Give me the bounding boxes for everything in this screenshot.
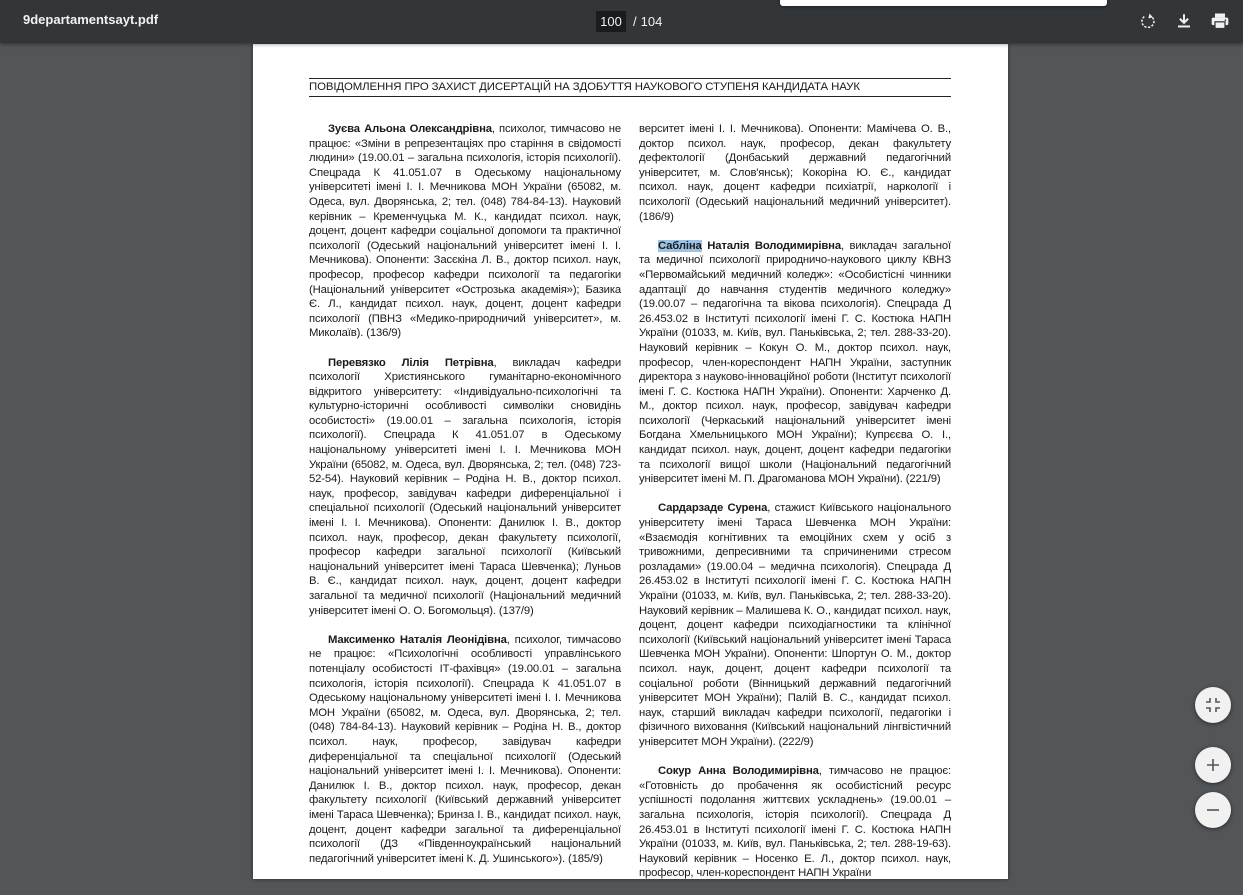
list-item	[309, 122, 621, 341]
author-name: Сардарзаде Сурена	[658, 502, 768, 515]
list-item	[309, 633, 621, 867]
author-name: Зуєва Альона Олександрівна	[328, 123, 492, 135]
page-separator: /	[633, 13, 637, 29]
list-item	[639, 764, 951, 881]
rotate-button[interactable]	[1134, 7, 1162, 35]
list-item	[639, 239, 951, 487]
pdf-page	[253, 44, 1008, 879]
find-bar[interactable]	[780, 0, 1107, 6]
page-number-input[interactable]	[596, 11, 626, 32]
entry-text: , тимчасово не працює: «Готовність до пробачення як особистісний ресурс успішності подолання життєвих ускладнень» (19.00.01 – загальна психологія, історія психології). Спецрада Д 26.453.01 в Інституті психології імені Г. С. Костюка НАПН України (01033, м. Київ, вул. Паньківська, 2; тел. 288-19-63). Науковий керівник – Носенко Е. Л., доктор психол. наук, професор, член-кореспондент НАПН України	[639, 765, 951, 880]
entry-text: , психолог, тимчасово не працює: «Зміни в репрезентаціях про старіння в свідомості людини» (19.00.01 – загальна психологія, історія психології). Спецрада К 41.051.07 в Одеському національному університеті імені І. І. Мечникова МОН України (65082, м. Одеса, вул. Дворянська, 2; тел. (048) 784-84-13). Науковий керівник – Кременчуцька М. К., кандидат психол. наук, доцент, доцент кафедри соціальної допомоги та практичної психології (Одеський національний університет імені І. І. Мечникова). Опоненти: Засєкіна Л. В., доктор психол. наук, професор, професор кафедри психології та педагогіки (Національний університет «Острозька академія»); Базика Є. Л., кандидат психол. наук, доцент, доцент кафедри психології (ПВНЗ «Медико-природничий університет», м. Миколаїв). (136/9)	[309, 123, 621, 340]
author-name: Сабліна Наталія Володимирівна	[658, 239, 841, 252]
download-button[interactable]	[1170, 7, 1198, 35]
print-icon	[1210, 11, 1230, 31]
left-column	[309, 122, 621, 881]
entry-text: , викладач загальної та медичної психології природничо-наукового циклу КВНЗ «Первомайський медичний коледж»: «Особистісні чинники адаптації до навчання студентів медичного коледжу» (19.00.07 – педагогічна та вікова психологія). Спецрада Д 26.453.02 в Інституті психології імені Г. С. Костюка НАПН України (01033, м. Київ, вул. Паньківська, 2; тел. 288-33-20). Науковий керівник – Кокун О. М., доктор психол. наук, професор, член-кореспондент НАПН України, заступник директора з науково-інноваційної роботи (Інститут психології імені Г. С. Костюка НАПН України). Опоненти: Харченко Д. М., доктор психол. наук, професор, завідувач кафедри психології (Черкаський національний університет імені Богдана Хмельницького МОН України); Купрєєва О. І., кандидат психол. наук, доцент, доцент кафедри педагогіки та психології вищої школи (Національний педагогічний університет імені М. П. Драгоманова МОН України). (221/9)	[639, 239, 951, 486]
zoom-out-button[interactable]	[1195, 792, 1231, 828]
pdf-toolbar	[0, 0, 1243, 43]
list-item	[309, 356, 621, 619]
document-title: 9departamentsayt.pdf	[23, 12, 159, 27]
entry-text: , стажист Київського національного університету імені Тараса Шевченка МОН України: «Взаємодія когнітивних та емоційних схем у осіб з тривожними, депресивними та спричиненими стресом розладами» (19.00.04 – медична психологія). Спецрада Д 26.453.02 в Інституті психології імені Г. С. Костюка НАПН України (01033, м. Київ, вул. Паньківська, 2; тел. 288-33-20). Науковий керівник – Малишева К. О., кандидат психол. наук, доцент, доцент кафедри психодіагностики та клінічної психології (Київський національний університет імені Тараса Шевченка МОН України). Опоненти: Шпортун О. М., доктор психол. наук, доцент, доцент кафедри психології та соціальної роботи (Вінницький державний педагогічний університет МОН України); Палій В. С., кандидат психол. наук, старший викладач кафедри психології, педагогіки і фізичного виховання (Київський національний лінгвістичний університет МОН України). (222/9)	[639, 502, 951, 748]
entry-text: , психолог, тимчасово не працює: «Психологічні особливості управлінського потенціалу особистості ІТ-фахівця» (19.00.01 – загальна психологія, історія психології). Спецрада К 41.051.07 в Одеському національному університеті імені І. І. Мечникова МОН України (65082, м. Одеса, вул. Дворянська, 2; тел. (048) 784-84-13). Науковий керівник – Родіна Н. В., доктор психол. наук, професор, завідувач кафедри диференціальної та спеціальної психології (Одеський національний університет імені І. І. Мечникова). Опоненти: Данилюк І. В., доктор психол. наук, професор, декан факультету психології (Київський державний університет імені Тараса Шевченка); Бринза І. В., кандидат психол. наук, доцент, доцент кафедри загальної та диференціальної психології (ДЗ «Південноукраїнський національний педагогічний університет імені К. Д. Ушинського»). (185/9)	[309, 633, 621, 865]
fit-page-button[interactable]	[1195, 687, 1231, 723]
total-pages: 104	[640, 13, 663, 29]
rotate-icon	[1139, 12, 1157, 30]
entry-text: , викладач кафедри психології Християнського гуманітарно-економічного відкритого університету: «Індивідуально-психологічні та культурно-історичні особливості символіки сновидінь особистості» (19.00.01 – загальна психологія, історія психології). Спецрада К 41.051.07 в Одеському національному університеті імені І. І. Мечникова МОН України (65082, м. Одеса, вул. Дворянська, 2; тел. (048) 723-52-54). Науковий керівник – Родіна Н. В., доктор психол. наук, професор, завідувач кафедри диференціальної і спеціальної психології (Одеський національний університет імені І. І. Мечникова). Опоненти: Данилюк І. В., доктор психол. наук, професор, декан факультету психології, професор кафедри загальної психології (Київський національний університет імені Тараса Шевченка); Луньов В. Є., кандидат психол. наук, доцент, доцент кафедри загальної та медичної психології (Національний медичний університет імені О. О. Богомольця). (137/9)	[309, 356, 621, 617]
continued-text: верситет імені І. І. Мечникова). Опоненти: Мамічева О. В., доктор психол. наук, професор, декан факультету дефектології (Донбаський державний педагогічний університет, м. Слов'янськ); Кокоріна Ю. Є., кандидат психол. наук, доцент кафедри психіатрії, наркології і психології (Одеський національний медичний університет). (186/9)	[639, 123, 951, 223]
list-item	[639, 501, 951, 749]
download-icon	[1175, 12, 1193, 30]
author-name: Сокур Анна Володимирівна	[658, 765, 819, 778]
zoom-in-button[interactable]	[1195, 747, 1231, 783]
print-button[interactable]	[1206, 7, 1234, 35]
section-heading: ПОВІДОМЛЕННЯ ПРО ЗАХИСТ ДИСЕРТАЦІЙ НА ЗДОБУТТЯ НАУКОВОГО СТУПЕНЯ КАНДИДАТА НАУК	[309, 78, 951, 97]
fit-page-icon	[1205, 697, 1221, 713]
author-name: Максименко Наталія Леонідівна	[328, 633, 507, 646]
author-name: Перевязко Лілія Петрівна	[328, 356, 494, 369]
zoom-out-icon	[1206, 803, 1220, 817]
search-highlight: Сабліна	[658, 239, 702, 252]
zoom-in-icon	[1206, 758, 1220, 772]
page-indicator	[596, 10, 662, 32]
right-column	[639, 122, 951, 895]
